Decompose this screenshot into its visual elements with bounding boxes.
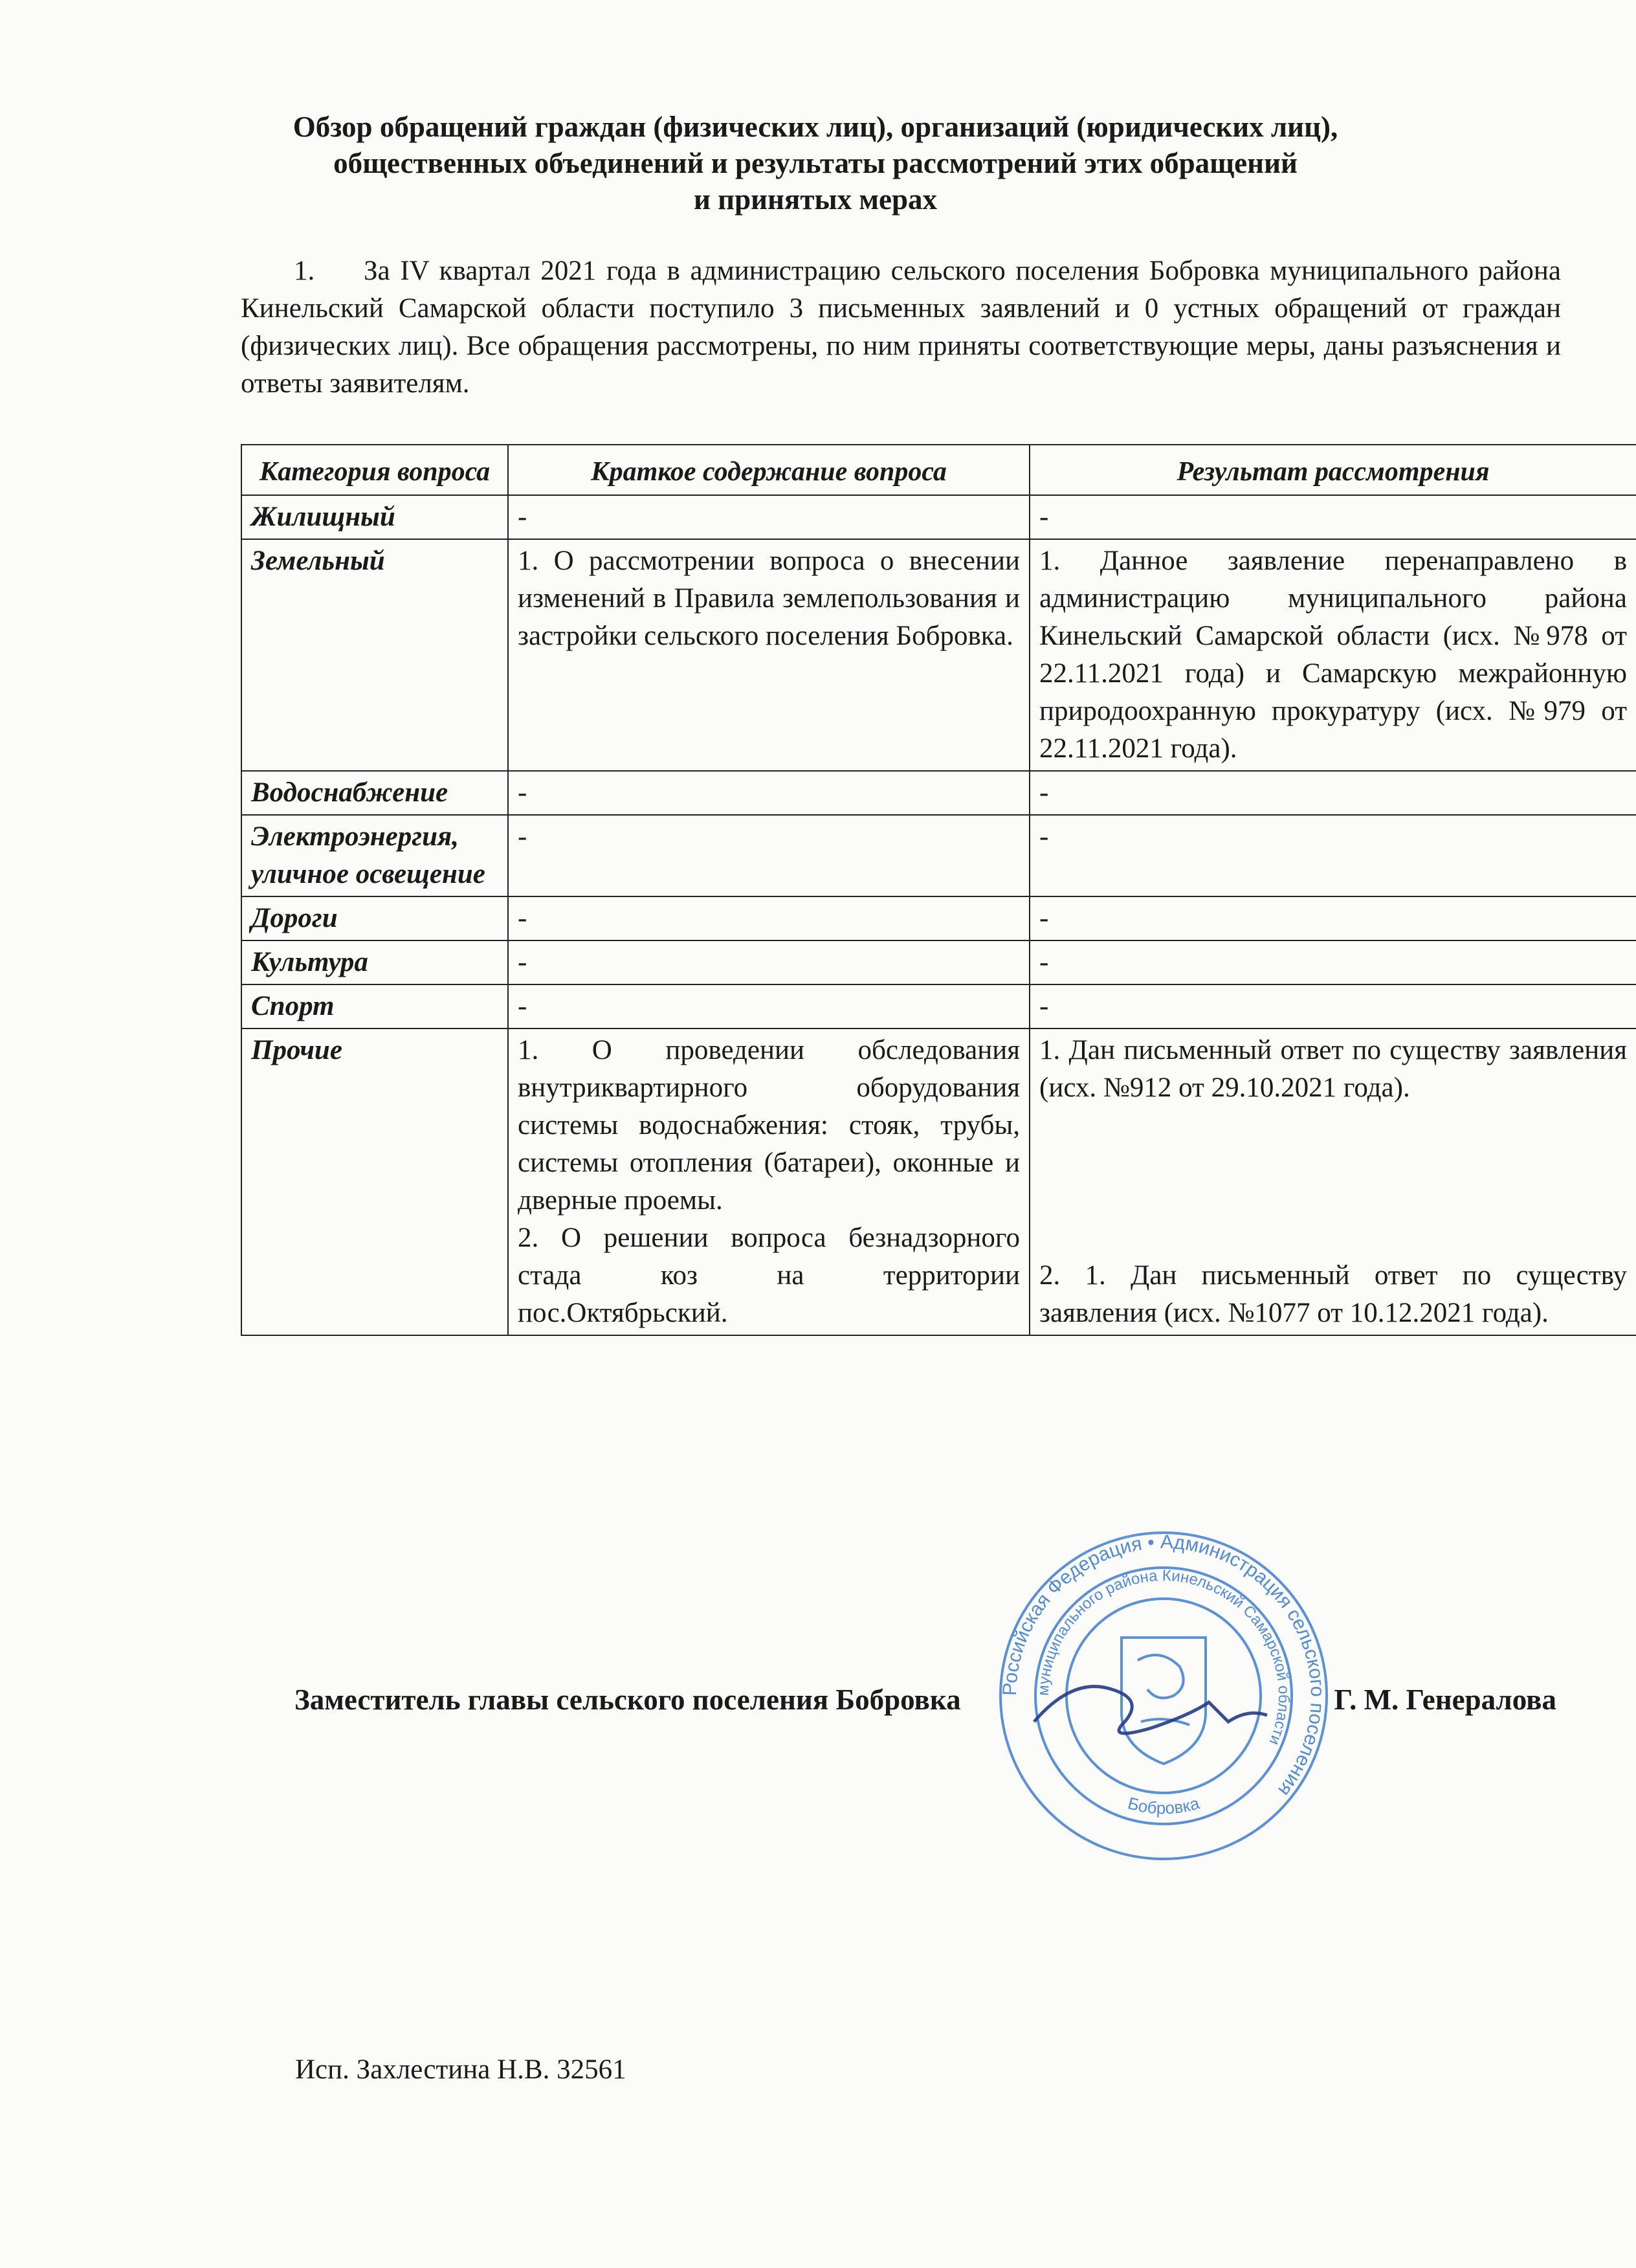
table-row xyxy=(241,984,1636,1028)
table-row xyxy=(241,1028,1636,1335)
row-result-item-2: 2. 1. Дан письменный ответ по существу заявления (исх. №1077 от 10.12.2021 года). xyxy=(1039,1260,1627,1328)
official-stamp xyxy=(995,1528,1332,1864)
title-line-3: и принятых мерах xyxy=(694,183,937,216)
row-category: Спорт xyxy=(241,984,508,1028)
row-category: Дороги xyxy=(241,896,508,940)
table-row xyxy=(241,896,1636,940)
header-result: Результат рассмотрения xyxy=(1030,445,1636,495)
row-content: - xyxy=(508,771,1030,815)
row-content: - xyxy=(508,984,1030,1028)
table-row xyxy=(241,539,1636,771)
title-line-2: общественных объединений и результаты рассмотрений этих обращений xyxy=(333,147,1298,179)
row-content: 1. О рассмотрении вопроса о внесении изменений в Правила землепользования и застройки сельского поселения Бобровка. xyxy=(508,539,1030,771)
table-row xyxy=(241,940,1636,984)
row-result: - xyxy=(1030,984,1636,1028)
row-content: - xyxy=(508,495,1030,539)
row-content-item-1: 1. О проведении обследования внутриквартирного оборудования системы водоснабжения: стояк, трубы, системы отопления (батареи), оконные и дверные проемы. xyxy=(518,1035,1020,1216)
row-result xyxy=(1030,1028,1636,1335)
row-category: Земельный xyxy=(241,539,508,771)
appeals-table xyxy=(241,444,1636,1336)
signatory-name: Г. М. Генералова xyxy=(1334,1684,1556,1716)
table-header-row xyxy=(241,445,1636,495)
header-category: Категория вопроса xyxy=(241,445,508,495)
stamp-outer-text: Российская Федерация • Администрация сельского поселения xyxy=(999,1531,1329,1801)
row-category: Электроэнергия, уличное освещение xyxy=(241,815,508,896)
intro-text: За IV квартал 2021 года в администрацию сельского поселения Бобровка муниципального района Кинельский Самарской области поступило 3 письменных заявлений и 0 устных обращений от граждан (физических лиц). Все обращения рассмотрены, по ним приняты соответствующие меры, даны разъяснения и ответы заявителям. xyxy=(241,256,1561,399)
table-row xyxy=(241,495,1636,539)
header-content: Краткое содержание вопроса xyxy=(508,445,1030,495)
executor-note: Исп. Захлестина Н.В. 32561 xyxy=(295,2054,626,2085)
row-result: - xyxy=(1030,940,1636,984)
row-content-item-2: 2. О решении вопроса безнадзорного стада коз на территории пос.Октябрьский. xyxy=(518,1223,1020,1328)
row-content xyxy=(508,1028,1030,1335)
row-result: - xyxy=(1030,815,1636,896)
row-result: - xyxy=(1030,771,1636,815)
row-result-item-1: 1. Дан письменный ответ по существу заявления (исх. №912 от 29.10.2021 года). xyxy=(1039,1035,1627,1103)
title-line-1: Обзор обращений граждан (физических лиц), организаций (юридических лиц), xyxy=(293,111,1338,143)
row-result: 1. Данное заявление перенаправлено в администрацию муниципального района Кинельский Самарской области (исх. №978 от 22.11.2021 года) и Самарскую межрайонную природоохранную прокуратуру (исх. №979 от 22.11.2021 года). xyxy=(1030,539,1636,771)
intro-paragraph xyxy=(241,252,1561,403)
row-result: - xyxy=(1030,896,1636,940)
stamp-emblem-icon xyxy=(1122,1638,1206,1764)
table-row xyxy=(241,815,1636,896)
row-content: - xyxy=(508,896,1030,940)
row-category: Водоснабжение xyxy=(241,771,508,815)
row-category: Прочие xyxy=(241,1028,508,1335)
signatory-position: Заместитель главы сельского поселения Бобровка xyxy=(294,1684,961,1716)
row-category: Жилищный xyxy=(241,495,508,539)
row-category: Культура xyxy=(241,940,508,984)
document-title xyxy=(246,109,1385,217)
stamp-bottom-text: Бобровка xyxy=(1125,1793,1202,1818)
row-result-gap xyxy=(1039,1107,1627,1257)
stamp-inner-text: муниципального района Кинельский Самарской области xyxy=(1034,1566,1293,1748)
row-content: - xyxy=(508,940,1030,984)
table-row xyxy=(241,771,1636,815)
intro-number: 1. xyxy=(294,256,315,286)
row-result: - xyxy=(1030,495,1636,539)
row-content: - xyxy=(508,815,1030,896)
